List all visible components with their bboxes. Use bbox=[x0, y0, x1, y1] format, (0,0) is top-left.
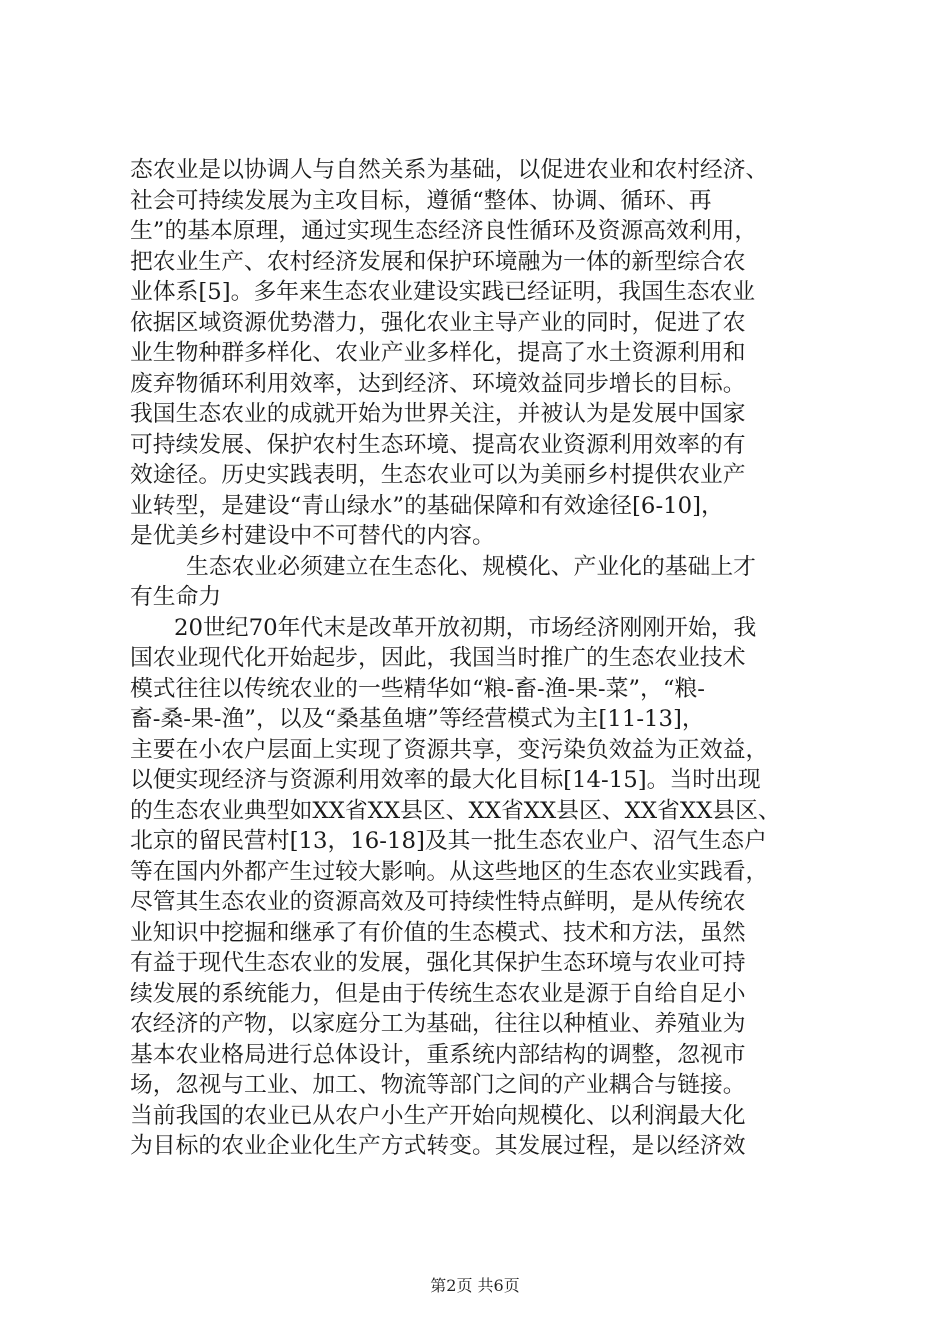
text-line: 态农业是以协调人与自然关系为基础，以促进农业和农村经济、 bbox=[130, 157, 769, 183]
text-line: 的生态农业典型如XX省XX县区、XX省XX县区、XX省XX县区、 bbox=[130, 797, 781, 824]
text-line: 场，忽视与工业、加工、物流等部门之间的产业耦合与链接。 bbox=[130, 1072, 746, 1098]
text-line: 当前我国的农业已从农户小生产开始向规模化、以利润最大化 bbox=[130, 1102, 746, 1129]
text-line: 畜-桑-果-渔”，以及“桑基鱼塘”等经营模式为主[11-13]， bbox=[130, 706, 705, 732]
text-line: 基本农业格局进行总体设计，重系统内部结构的调整，忽视市 bbox=[130, 1041, 746, 1068]
text-line: 尽管其生态农业的资源高效及可持续性特点鲜明，是从传统农 bbox=[130, 889, 746, 915]
text-line: 有益于现代生态农业的发展，强化其保护生态环境与农业可持 bbox=[130, 950, 746, 976]
text-line: 依据区域资源优势潜力，强化农业主导产业的同时，促进了农 bbox=[130, 309, 746, 336]
text-line: 北京的留民营村[13，16-18]及其一批生态农业户、沼气生态户 bbox=[130, 828, 767, 854]
text-line: 为目标的农业企业化生产方式转变。其发展过程，是以经济效 bbox=[130, 1133, 746, 1159]
text-line: 模式往往以传统农业的一些精华如“粮-畜-渔-果-菜”，“粮- bbox=[130, 675, 706, 702]
text-line: 是优美乡村建设中不可替代的内容。 bbox=[130, 523, 495, 549]
section-heading-line: 生态农业必须建立在生态化、规模化、产业化的基础上才 bbox=[186, 553, 756, 580]
text-line: 国农业现代化开始起步，因此，我国当时推广的生态农业技术 bbox=[130, 645, 746, 671]
text-line: 效途径。历史实践表明，生态农业可以为美丽乡村提供农业产 bbox=[130, 462, 746, 488]
text-line: 续发展的系统能力，但是由于传统生态农业是源于自给自足小 bbox=[130, 980, 746, 1007]
body-text bbox=[130, 155, 830, 1162]
section-heading-line: 有生命力 bbox=[130, 584, 222, 610]
text-line: 生”的基本原理，通过实现生态经济良性循环及资源高效利用， bbox=[130, 218, 758, 244]
text-line: 社会可持续发展为主攻目标，遵循“整体、协调、循环、再 bbox=[130, 187, 712, 214]
text-line: 业体系[5]。多年来生态农业建设实践已经证明，我国生态农业 bbox=[130, 279, 756, 305]
paragraph-first-line: 20世纪70年代末是改革开放初期，市场经济刚刚开始，我 bbox=[174, 614, 757, 641]
text-line: 农经济的产物，以家庭分工为基础，往往以种植业、养殖业为 bbox=[130, 1011, 746, 1037]
text-line: 我国生态农业的成就开始为世界关注，并被认为是发展中国家 bbox=[130, 401, 746, 427]
page-number-footer: 第2页 共6页 bbox=[430, 1276, 520, 1295]
text-line: 业生物种群多样化、农业产业多样化，提高了水土资源利用和 bbox=[130, 340, 746, 366]
text-line: 等在国内外都产生过较大影响。从这些地区的生态农业实践看， bbox=[130, 858, 769, 885]
text-line: 业知识中挖掘和继承了有价值的生态模式、技术和方法，虽然 bbox=[130, 919, 746, 946]
text-line: 业转型，是建设“青山绿水”的基础保障和有效途径[6-10]， bbox=[130, 492, 724, 519]
text-line: 以便实现经济与资源利用效率的最大化目标[14-15]。当时出现 bbox=[130, 767, 761, 793]
text-line: 把农业生产、农村经济发展和保护环境融为一体的新型综合农 bbox=[130, 248, 746, 275]
text-line: 主要在小农户层面上实现了资源共享，变污染负效益为正效益， bbox=[130, 736, 769, 763]
text-line: 废弃物循环利用效率，达到经济、环境效益同步增长的目标。 bbox=[130, 370, 746, 397]
text-line: 可持续发展、保护农村生态环境、提高农业资源利用效率的有 bbox=[130, 431, 746, 458]
